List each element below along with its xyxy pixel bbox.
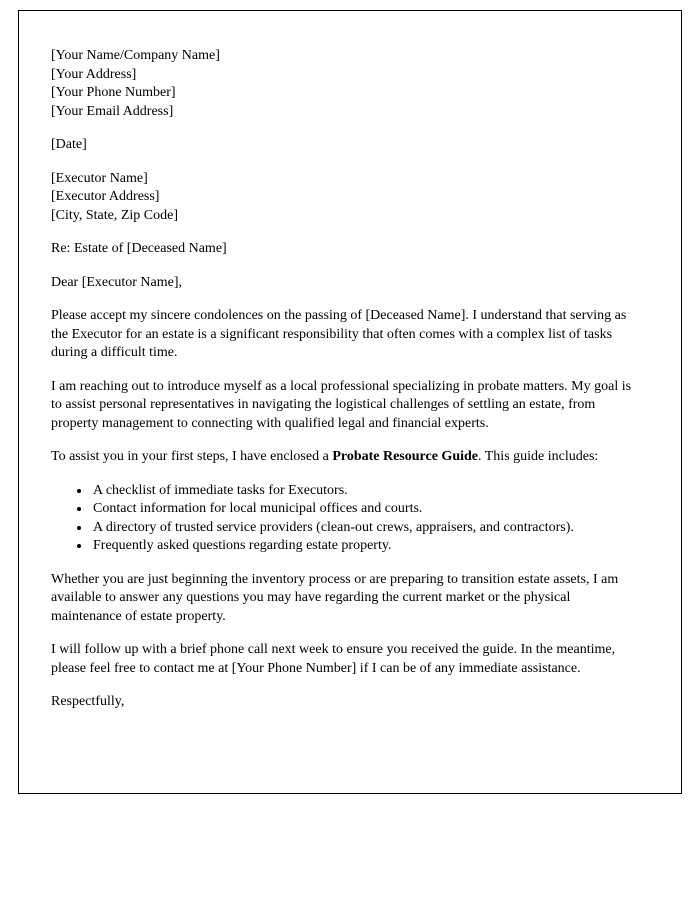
list-item-checklist: • A checklist of immediate tasks for Executors.: [91, 482, 641, 501]
recipient-address-line: [Executor Address]: [51, 189, 160, 204]
sender-email-line: [Your Email Address]: [51, 103, 174, 119]
sender-phone-line: [Your Phone Number]: [51, 85, 176, 100]
recipient-block: [51, 170, 641, 226]
list-item-faq: • Frequently asked questions regarding estate property.: [91, 537, 641, 556]
sender-name-line: [Your Name/Company Name]: [51, 48, 220, 63]
guide-title-bold: Probate Resource Guide: [332, 449, 478, 464]
recipient-city-line: [City, State, Zip Code]: [51, 207, 179, 223]
letter-body: [19, 11, 681, 712]
list-item-directory: • A directory of trusted service providers (clean-out crews, appraisers, and contractors).: [91, 519, 641, 538]
paragraph-guide: [51, 448, 641, 467]
subject-line: Re: Estate of [Deceased Name]: [51, 241, 227, 256]
recipient-name-line: [Executor Name]: [51, 170, 148, 186]
list-item-contact-info: • Contact information for local municipal offices and courts.: [91, 500, 641, 519]
paragraph-condolences: Please accept my sincere condolences on the passing of [Deceased Name]. I understand that serving as the Executor for an estate is a significant responsibility that often comes with a complex list of tasks during a difficult time.: [51, 308, 627, 360]
sender-address-line: [Your Address]: [51, 66, 137, 82]
salutation: Dear [Executor Name],: [51, 274, 182, 290]
paragraph-availability: Whether you are just beginning the inventory process or are preparing to transition estate assets, I am available to answer any questions you may have regarding the current market or the physical maintenance of estate property.: [51, 571, 619, 624]
guide-contents-list: [51, 482, 641, 556]
paragraph-follow-up: I will follow up with a brief phone call next week to ensure you received the guide. In the meantime, please feel free to contact me at [Your Phone Number] if I can be of any immediate assistance.: [51, 642, 616, 676]
sender-block: [51, 47, 641, 121]
closing: Respectfully,: [51, 694, 125, 709]
letter-page: [18, 10, 682, 794]
paragraph-introduction: I am reaching out to introduce myself as a local professional specializing in probate matters. My goal is to assist personal representatives in navigating the logistical challenges of settling an estate, from property management to connecting with qualified legal and financial experts.: [51, 378, 632, 431]
guide-text-post: . This guide includes:: [478, 449, 599, 464]
guide-text-pre: To assist you in your first steps, I have enclosed a: [51, 449, 333, 464]
date-line: [Date]: [51, 137, 87, 152]
